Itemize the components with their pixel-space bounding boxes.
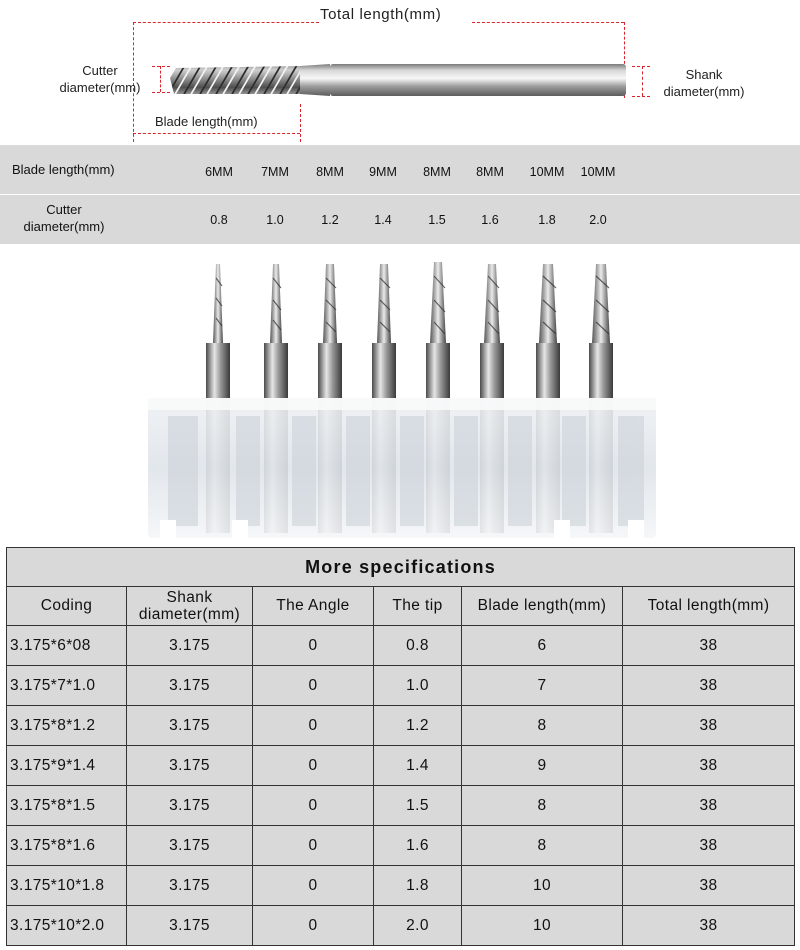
total-length-line-right: [472, 22, 624, 23]
specifications-table: [6, 547, 795, 946]
cutter-bracket-bottom: [152, 92, 170, 93]
cell-shank: 3.175: [127, 906, 253, 946]
cutter-label-line1: Cutter: [82, 63, 118, 78]
cell-tip: 2.0: [374, 906, 462, 946]
table-row: [7, 826, 795, 866]
spec-band: [0, 145, 800, 244]
cell-coding: 3.175*7*1.0: [7, 666, 127, 706]
blade-value: 8MM: [316, 165, 344, 179]
table-row: [7, 906, 795, 946]
cutter-label-line2: diameter(mm): [59, 80, 141, 95]
cell-angle: 0: [253, 626, 374, 666]
cell-blade: 8: [462, 706, 623, 746]
table-row: [7, 746, 795, 786]
cutter-bracket-vertical: [160, 66, 161, 92]
blade-value: 10MM: [580, 165, 616, 179]
product-photo: [140, 258, 660, 540]
header-coding: Coding: [7, 587, 127, 626]
cell-total: 38: [623, 626, 795, 666]
cell-shank: 3.175: [127, 706, 253, 746]
shank-label-line1: Shank: [685, 67, 723, 82]
header-angle: The Angle: [253, 587, 374, 626]
cell-coding: 3.175*10*2.0: [7, 906, 127, 946]
blade-length-label: Blade length(mm): [155, 114, 258, 129]
header-blade: Blade length(mm): [462, 587, 623, 626]
cell-angle: 0: [253, 906, 374, 946]
cutter-value: 1.8: [538, 213, 556, 227]
table-row: [7, 866, 795, 906]
cell-tip: 1.2: [374, 706, 462, 746]
cell-coding: 3.175*9*1.4: [7, 746, 127, 786]
blade-value: 8MM: [476, 165, 504, 179]
bit-tips: [213, 262, 610, 343]
table-row: [7, 786, 795, 826]
blade-value: 10MM: [529, 165, 565, 179]
cell-coding: 3.175*10*1.8: [7, 866, 127, 906]
cell-tip: 1.8: [374, 866, 462, 906]
shank-label-line2: diameter(mm): [663, 84, 745, 99]
table-row: [7, 706, 795, 746]
cutter-row-label: [14, 201, 114, 235]
cell-total: 38: [623, 786, 795, 826]
cell-shank: 3.175: [127, 666, 253, 706]
cell-coding: 3.175*8*1.2: [7, 706, 127, 746]
cell-angle: 0: [253, 666, 374, 706]
total-length-line-left: [133, 22, 319, 23]
cell-angle: 0: [253, 706, 374, 746]
blade-value: 7MM: [261, 165, 289, 179]
blade-end-guide-line: [300, 104, 301, 142]
blade-length-line: [133, 133, 300, 134]
cutter-bracket-top: [152, 66, 170, 67]
cell-tip: 1.0: [374, 666, 462, 706]
cutter-label: [50, 62, 150, 96]
cell-total: 38: [623, 666, 795, 706]
cell-total: 38: [623, 826, 795, 866]
cell-total: 38: [623, 906, 795, 946]
blade-value: 6MM: [205, 165, 233, 179]
total-length-label: Total length(mm): [320, 6, 442, 23]
cutter-value: 1.2: [321, 213, 339, 227]
table-row: [7, 666, 795, 706]
dimension-diagram: [0, 0, 800, 145]
end-mill-bit-image: [170, 58, 630, 102]
cell-coding: 3.175*8*1.6: [7, 826, 127, 866]
cell-angle: 0: [253, 866, 374, 906]
cutter-row-label-line2: diameter(mm): [23, 219, 105, 234]
header-total: Total length(mm): [623, 587, 795, 626]
cell-total: 38: [623, 866, 795, 906]
cell-angle: 0: [253, 786, 374, 826]
cell-blade: 9: [462, 746, 623, 786]
table-title: More specifications: [7, 548, 795, 587]
cutter-row-label-line1: Cutter: [46, 202, 82, 217]
cell-total: 38: [623, 706, 795, 746]
cell-shank: 3.175: [127, 786, 253, 826]
blade-value: 8MM: [423, 165, 451, 179]
cell-blade: 7: [462, 666, 623, 706]
cell-angle: 0: [253, 746, 374, 786]
cell-total: 38: [623, 746, 795, 786]
cell-tip: 1.6: [374, 826, 462, 866]
cell-blade: 6: [462, 626, 623, 666]
cell-coding: 3.175*8*1.5: [7, 786, 127, 826]
header-shank-line1: Shank: [166, 589, 213, 606]
cell-coding: 3.175*6*08: [7, 626, 127, 666]
plastic-holder: [148, 398, 656, 540]
shank-bracket-vertical: [642, 66, 643, 96]
cutter-diameter-row: [0, 195, 800, 244]
cell-blade: 10: [462, 866, 623, 906]
cell-tip: 1.5: [374, 786, 462, 826]
header-shank-line2: diameter(mm): [138, 606, 241, 623]
cell-shank: 3.175: [127, 866, 253, 906]
cell-shank: 3.175: [127, 746, 253, 786]
cell-angle: 0: [253, 826, 374, 866]
header-tip: The tip: [374, 587, 462, 626]
header-shank: [127, 587, 253, 626]
cutter-value: 2.0: [589, 213, 607, 227]
cell-blade: 8: [462, 786, 623, 826]
cell-blade: 8: [462, 826, 623, 866]
table-row: [7, 626, 795, 666]
cell-shank: 3.175: [127, 826, 253, 866]
blade-length-row: [0, 145, 800, 194]
cell-shank: 3.175: [127, 626, 253, 666]
blade-value: 9MM: [369, 165, 397, 179]
table-header-row: [7, 587, 795, 626]
cutter-value: 1.6: [481, 213, 499, 227]
cutter-value: 1.4: [374, 213, 392, 227]
shank-label: [648, 66, 760, 100]
cutter-value: 1.5: [428, 213, 446, 227]
cutter-value: 0.8: [210, 213, 228, 227]
cell-blade: 10: [462, 906, 623, 946]
blade-row-label: Blade length(mm): [12, 162, 115, 177]
cell-tip: 1.4: [374, 746, 462, 786]
cell-tip: 0.8: [374, 626, 462, 666]
cutter-value: 1.0: [266, 213, 284, 227]
